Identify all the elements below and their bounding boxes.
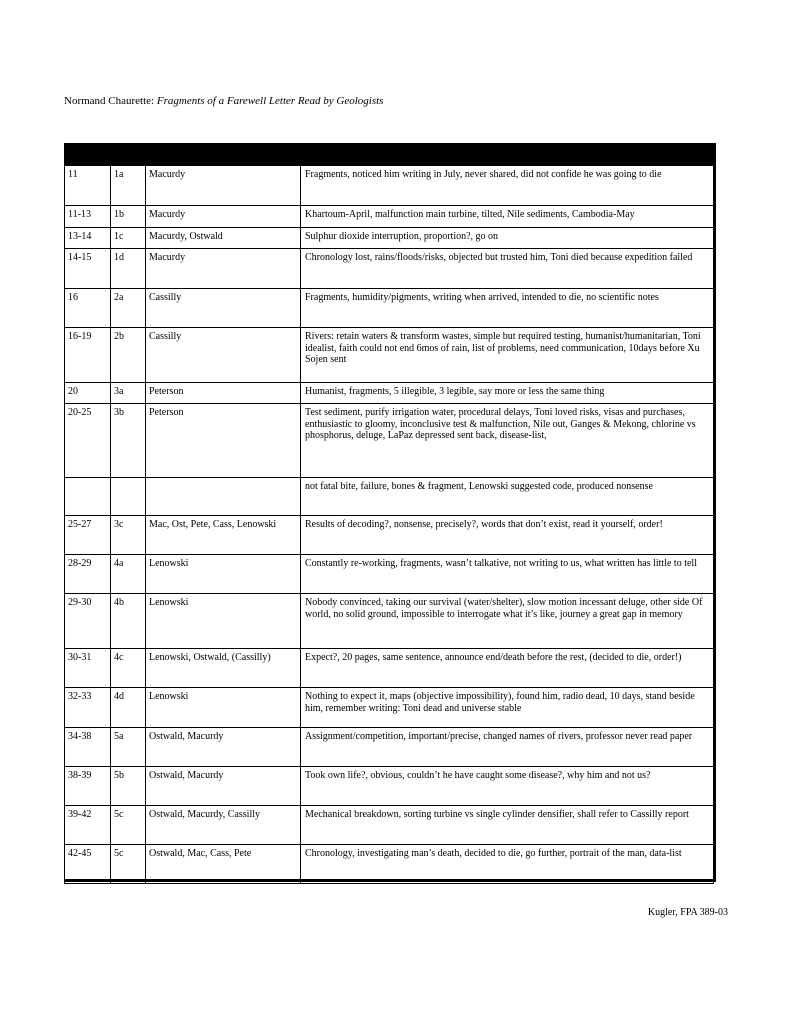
notes-cell: Expect?, 20 pages, same sentence, announce end/death before the rest, (decided to die, order!) [301, 649, 714, 688]
notes-cell: Humanist, fragments, 5 illegible, 3 legible, say more or less the same thing [301, 383, 714, 404]
notes-cell: Rivers: retain waters & transform wastes, simple but required testing, humanist/humanitarian, Toni idealist, faith could not end 6mos of rain, list of problems, need communication, 10days before Xu Sojen sent [301, 328, 714, 383]
notes-cell: Results of decoding?, nonsense, precisely?, words that don’t exist, read it yourself, order! [301, 516, 714, 555]
scene-breakdown-table [64, 143, 716, 882]
speakers-cell: Cassilly [146, 289, 301, 328]
table-row [65, 516, 714, 555]
table-row [65, 649, 714, 688]
notes-cell: Nobody convinced, taking our survival (water/shelter), slow motion incessant deluge, other side Of world, no solid ground, impossible to interrogate what it’s like, journey a great gap in memory [301, 594, 714, 649]
section-cell: 5a [111, 728, 146, 767]
work-title: Fragments of a Farewell Letter Read by Geologists [156, 95, 384, 107]
table-row [65, 206, 714, 228]
table-row [65, 688, 714, 728]
page-range-cell: 34-38 [65, 728, 111, 767]
table-row [65, 289, 714, 328]
header-cell [301, 144, 714, 166]
table-body [65, 166, 714, 884]
table-row [65, 767, 714, 806]
notes-cell: Sulphur dioxide interruption, proportion?, go on [301, 228, 714, 249]
speakers-cell: Lenowski, Ostwald, (Cassilly) [146, 649, 301, 688]
header-row [65, 144, 714, 166]
table [64, 143, 714, 884]
header-cell [111, 144, 146, 166]
page-range-cell: 28-29 [65, 555, 111, 594]
notes-cell: Mechanical breakdown, sorting turbine vs single cylinder densifier, shall refer to Cassilly report [301, 806, 714, 845]
section-cell: 1a [111, 166, 146, 206]
page-range-cell: 42-45 [65, 845, 111, 884]
table-row [65, 404, 714, 478]
section-cell: 4a [111, 555, 146, 594]
page-range-cell: 16 [65, 289, 111, 328]
page-range-cell: 20-25 [65, 404, 111, 478]
table-row [65, 328, 714, 383]
notes-cell: Fragments, humidity/pigments, writing when arrived, intended to die, no scientific notes [301, 289, 714, 328]
speakers-cell: Ostwald, Macurdy [146, 728, 301, 767]
notes-cell: Khartoum-April, malfunction main turbine, tilted, Nile sediments, Cambodia-May [301, 206, 714, 228]
table-header [65, 144, 714, 166]
notes-cell: Nothing to expect it, maps (objective impossibility), found him, radio dead, 10 days, stand beside him, remember writing: Toni dead and universe stable [301, 688, 714, 728]
section-cell: 4d [111, 688, 146, 728]
notes-cell: Took own life?, obvious, couldn’t he have caught some disease?, why him and not us? [301, 767, 714, 806]
table-row [65, 383, 714, 404]
speakers-cell: Ostwald, Macurdy [146, 767, 301, 806]
table-row [65, 228, 714, 249]
section-cell: 4c [111, 649, 146, 688]
speakers-cell: Cassilly [146, 328, 301, 383]
author-name: Normand Chaurette: [64, 95, 155, 107]
page-range-cell: 39-42 [65, 806, 111, 845]
section-cell: 1b [111, 206, 146, 228]
table-row [65, 845, 714, 884]
section-cell: 3a [111, 383, 146, 404]
speakers-cell: Macurdy [146, 166, 301, 206]
speakers-cell: Macurdy [146, 249, 301, 289]
speakers-cell: Lenowski [146, 594, 301, 649]
notes-cell: Fragments, noticed him writing in July, never shared, did not confide he was going to die [301, 166, 714, 206]
page-range-cell [65, 478, 111, 516]
section-cell: 5b [111, 767, 146, 806]
section-cell: 5c [111, 806, 146, 845]
section-cell: 4b [111, 594, 146, 649]
table-row [65, 166, 714, 206]
speakers-cell: Lenowski [146, 688, 301, 728]
page-range-cell: 14-15 [65, 249, 111, 289]
page-range-cell: 25-27 [65, 516, 111, 555]
footer-reference: Kugler, FPA 389-03 [647, 907, 728, 918]
section-cell: 1d [111, 249, 146, 289]
notes-cell: Chronology lost, rains/floods/risks, objected but trusted him, Toni died because expedition failed [301, 249, 714, 289]
table-row [65, 478, 714, 516]
speakers-cell: Lenowski [146, 555, 301, 594]
page-range-cell: 11-13 [65, 206, 111, 228]
speakers-cell: Peterson [146, 404, 301, 478]
page-range-cell: 32-33 [65, 688, 111, 728]
table-row [65, 806, 714, 845]
table-row [65, 555, 714, 594]
section-cell [111, 478, 146, 516]
document-title [64, 94, 383, 108]
section-cell: 1c [111, 228, 146, 249]
page-range-cell: 13-14 [65, 228, 111, 249]
section-cell: 3b [111, 404, 146, 478]
table-row [65, 728, 714, 767]
section-cell: 3c [111, 516, 146, 555]
header-cell [146, 144, 301, 166]
notes-cell: not fatal bite, failure, bones & fragment, Lenowski suggested code, produced nonsense [301, 478, 714, 516]
page-range-cell: 20 [65, 383, 111, 404]
page-range-cell: 30-31 [65, 649, 111, 688]
header-cell [65, 144, 111, 166]
page-range-cell: 16-19 [65, 328, 111, 383]
page-range-cell: 11 [65, 166, 111, 206]
page-range-cell: 38-39 [65, 767, 111, 806]
speakers-cell: Macurdy, Ostwald [146, 228, 301, 249]
notes-cell: Chronology, investigating man’s death, decided to die, go further, portrait of the man, data-list [301, 845, 714, 884]
page-range-cell: 29-30 [65, 594, 111, 649]
speakers-cell: Ostwald, Macurdy, Cassilly [146, 806, 301, 845]
notes-cell: Test sediment, purify irrigation water, procedural delays, Toni loved risks, visas and purchases, enthusiastic to gloomy, inconclusive test & malfunction, Nile out, Ganges & Mekong, chlorine vs phosphorus, deluge, LaPaz depressed sent back, disease-list, [301, 404, 714, 478]
speakers-cell: Macurdy [146, 206, 301, 228]
speakers-cell: Peterson [146, 383, 301, 404]
speakers-cell: Ostwald, Mac, Cass, Pete [146, 845, 301, 884]
table-row [65, 594, 714, 649]
speakers-cell: Mac, Ost, Pete, Cass, Lenowski [146, 516, 301, 555]
notes-cell: Assignment/competition, important/precise, changed names of rivers, professor never read paper [301, 728, 714, 767]
section-cell: 2a [111, 289, 146, 328]
speakers-cell [146, 478, 301, 516]
notes-cell: Constantly re-working, fragments, wasn’t talkative, not writing to us, what written has little to tell [301, 555, 714, 594]
section-cell: 2b [111, 328, 146, 383]
section-cell: 5c [111, 845, 146, 884]
table-row [65, 249, 714, 289]
